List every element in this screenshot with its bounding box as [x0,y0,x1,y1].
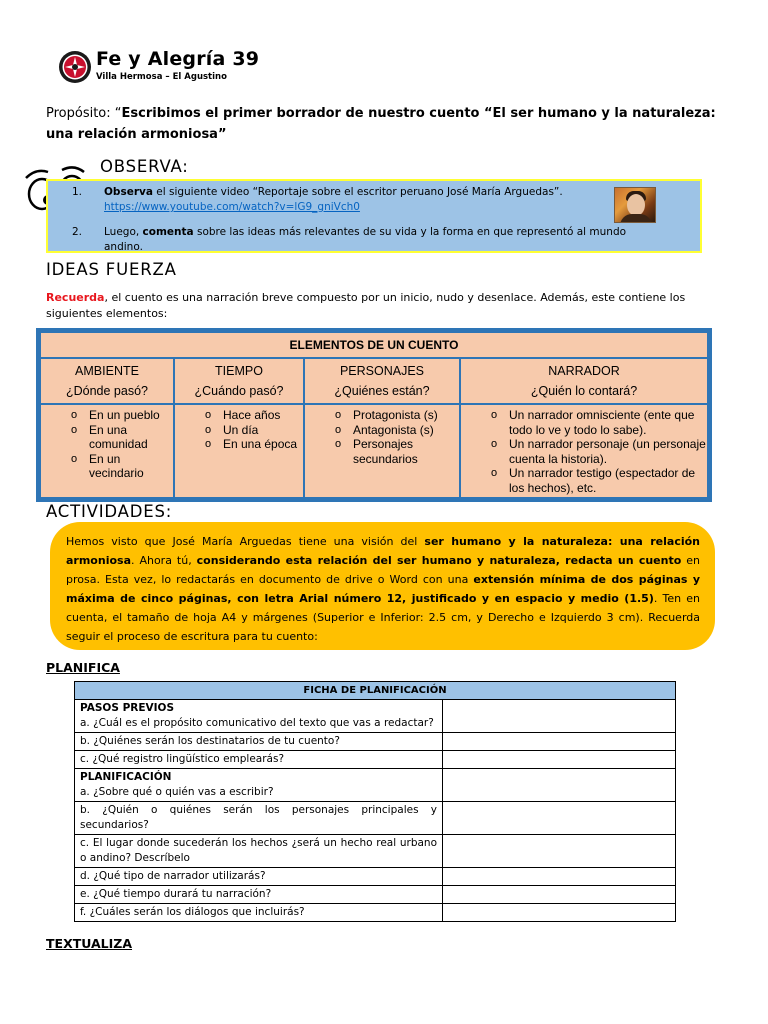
observa-list [72,185,664,255]
list-item: o Un día [175,423,303,438]
table-row: PASOS PREVIOS a. ¿Cuál es el propósito comunicativo del texto que vas a redactar? [75,700,676,733]
column-header-tiempo: TIEMPO ¿Cuándo pasó? [174,358,304,404]
list-item: o Un narrador omnisciente (ente que todo lo ve y todo lo sabe). [461,408,707,437]
actividades-heading: ACTIVIDADES: [46,502,173,521]
personajes-cell [304,404,460,498]
list-item: o Protagonista (s) [305,408,459,423]
list-item: o En un pueblo [41,408,173,423]
list-item: o Un narrador testigo (espectador de los hechos), etc. [461,466,707,495]
planifica-heading: PLANIFICA [46,660,120,675]
table-row: c. El lugar donde sucederán los hechos ¿será un hecho real urbano o andino? Descríbelo [75,835,676,868]
logo-subtitle: Villa Hermosa – El Agustino [96,72,227,82]
school-logo [58,50,92,84]
answer-cell[interactable] [443,751,676,769]
answer-cell[interactable] [443,802,676,835]
planning-sheet-title: FICHA DE PLANIFICACIÓN [75,682,676,700]
table-row: f. ¿Cuáles serán los diálogos que incluirás? [75,904,676,922]
answer-cell[interactable] [443,868,676,886]
table-row: c. ¿Qué registro lingüístico emplearás? [75,751,676,769]
story-elements-caption: ELEMENTOS DE UN CUENTO [40,332,708,358]
video-link[interactable]: https://www.youtube.com/watch?v=lG9_gniVch0 [104,201,360,213]
answer-cell[interactable] [443,904,676,922]
purpose-label: Propósito: “ [46,106,122,121]
column-header-personajes: PERSONAJES ¿Quiénes están? [304,358,460,404]
list-item: o En un vecindario [41,452,173,481]
observa-item-2: 2. Luego, comenta sobre las ideas más relevantes de su vida y la forma en que representó al mundo andino. [72,226,627,253]
observa-item-1-bold: Observa [104,186,153,198]
purpose-text: Escribimos el primer borrador de nuestro cuento “El ser humano y la naturaleza: una relación armoniosa” [46,106,716,142]
table-row: d. ¿Qué tipo de narrador utilizarás? [75,868,676,886]
column-header-narrador: NARRADOR ¿Quién lo contará? [460,358,708,404]
list-item: o Personajes secundarios [305,437,459,466]
planning-sheet [74,681,676,922]
table-row: e. ¿Qué tiempo durará tu narración? [75,886,676,904]
author-photo [614,187,656,223]
list-item: o En una época [175,437,303,452]
list-item: o Un narrador personaje (un personaje cuenta la historia). [461,437,707,466]
narrador-cell [460,404,708,498]
recuerda-label: Recuerda [46,291,105,304]
recuerda-paragraph: Recuerda, el cuento es una narración breve compuesto por un inicio, nudo y desenlace. Además, este contiene los siguientes elementos: [46,291,686,320]
answer-cell[interactable] [443,769,676,802]
ambiente-cell [40,404,174,498]
answer-cell[interactable] [443,733,676,751]
observa-item-1: 1. Observa el siguiente video “Reportaje sobre el escritor peruano José María Arguedas”. https://www.youtube.com/watch?v=lG9_gniVch0 [72,186,563,213]
list-item: o En una comunidad [41,423,173,452]
ideas-fuerza-heading: IDEAS FUERZA [46,260,177,279]
purpose-statement [46,103,736,145]
table-row: b. ¿Quiénes serán los destinatarios de tu cuento? [75,733,676,751]
column-header-ambiente: AMBIENTE ¿Dónde pasó? [40,358,174,404]
list-item: o Hace años [175,408,303,423]
table-row: b. ¿Quién o quiénes serán los personajes principales y secundarios? [75,802,676,835]
answer-cell[interactable] [443,835,676,868]
list-item: o Antagonista (s) [305,423,459,438]
logo-title: Fe y Alegría 39 [96,48,260,70]
tiempo-cell [174,404,304,498]
activity-box [50,522,715,650]
story-elements-table [36,328,712,502]
observa-item-2-bold: comenta [142,226,194,238]
activity-text: Hemos visto que José María Arguedas tiene una visión del ser humano y la naturaleza: una relación armoniosa. Ahora tú, considerando esta relación del ser humano y naturaleza, redacta un cuento en prosa. Esta vez, lo redactarás en documento de drive o Word con una extensión mínima de dos páginas y máxima de cinco páginas, con letra Arial número 12, justificado y en espacio y medio (1.5). Ten en cuenta, el tamaño de hoja A4 y márgenes (Superior e Inferior: 2.5 cm, y Derecho e Izquierdo 3 cm). Recuerda seguir el proceso de escritura para tu cuento: [66,535,701,643]
observa-box [46,179,702,253]
table-row: PLANIFICACIÓN a. ¿Sobre qué o quién vas a escribir? [75,769,676,802]
textualiza-heading: TEXTUALIZA [46,936,133,951]
answer-cell[interactable] [443,886,676,904]
answer-cell[interactable] [443,700,676,733]
observa-heading: OBSERVA: [100,157,189,176]
